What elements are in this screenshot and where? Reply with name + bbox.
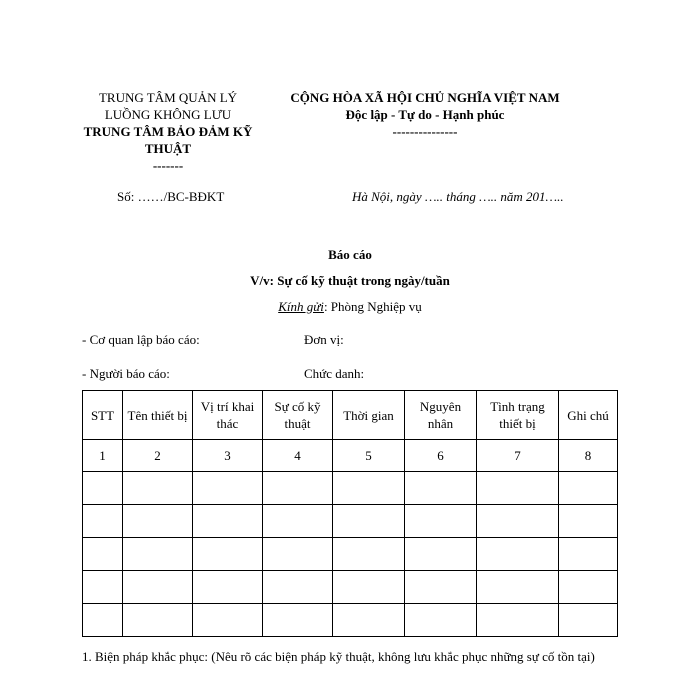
table-cell: [83, 571, 123, 604]
org-line-3: TRUNG TÂM BẢO ĐẢM KỸ: [83, 124, 253, 139]
col-number: 7: [477, 440, 559, 472]
table-cell: [123, 538, 193, 571]
motto-separator: ---------------: [392, 124, 458, 139]
issuing-organization: [78, 89, 258, 174]
col-header-status: Tình trạng thiết bị: [477, 391, 559, 440]
table-cell: [559, 505, 618, 538]
col-header-stt: STT: [83, 391, 123, 440]
table-cell: [405, 505, 477, 538]
col-number: 1: [83, 440, 123, 472]
table-cell: [477, 472, 559, 505]
col-number: 2: [123, 440, 193, 472]
table-cell: [333, 505, 405, 538]
table-cell: [477, 538, 559, 571]
col-number: 5: [333, 440, 405, 472]
national-header: [270, 89, 580, 140]
document-subject: V/v: Sự cố kỹ thuật trong ngày/tuần: [250, 273, 450, 288]
col-number: 8: [559, 440, 618, 472]
table-cell: [333, 472, 405, 505]
col-header-cause: Nguyên nhân: [405, 391, 477, 440]
table-cell: [405, 472, 477, 505]
table-cell: [477, 505, 559, 538]
national-motto: Độc lập - Tự do - Hạnh phúc: [345, 107, 505, 122]
table-number-row: [83, 440, 618, 472]
col-header-incident: Sự cố kỹ thuật: [263, 391, 333, 440]
org-line-2: LUỒNG KHÔNG LƯU: [104, 107, 232, 122]
table-cell: [559, 538, 618, 571]
col-number: 3: [193, 440, 263, 472]
unit-field: Đơn vị:: [304, 332, 344, 347]
table-cell: [193, 505, 263, 538]
org-line-4: THUẬT: [144, 141, 192, 156]
table-cell: [83, 604, 123, 637]
recipient-label: Kính gửi: [278, 299, 324, 314]
table-cell: [405, 604, 477, 637]
table-cell: [83, 505, 123, 538]
table-cell: [123, 472, 193, 505]
col-number: 4: [263, 440, 333, 472]
table-cell: [559, 604, 618, 637]
table-cell: [83, 472, 123, 505]
table-cell: [83, 538, 123, 571]
recipient-value: : Phòng Nghiệp vụ: [323, 299, 422, 314]
agency-field: - Cơ quan lập báo cáo:: [82, 332, 200, 347]
table-cell: [123, 505, 193, 538]
document-number: Số: ……/BC-BĐKT: [117, 189, 225, 204]
table-row: [83, 538, 618, 571]
table-cell: [263, 571, 333, 604]
position-field: Chức danh:: [304, 366, 365, 381]
table-cell: [477, 604, 559, 637]
table-cell: [263, 604, 333, 637]
org-separator: -------: [152, 158, 184, 173]
table-row: [83, 571, 618, 604]
table-cell: [559, 571, 618, 604]
table-cell: [477, 571, 559, 604]
table-cell: [123, 571, 193, 604]
table-row: [83, 604, 618, 637]
table-cell: [559, 472, 618, 505]
table-row: [83, 472, 618, 505]
col-header-time: Thời gian: [333, 391, 405, 440]
table-cell: [405, 571, 477, 604]
table-cell: [333, 604, 405, 637]
col-header-device: Tên thiết bị: [123, 391, 193, 440]
reporter-field: - Người báo cáo:: [82, 366, 170, 381]
table-cell: [123, 604, 193, 637]
table-cell: [263, 505, 333, 538]
table-cell: [263, 538, 333, 571]
org-line-1: TRUNG TÂM QUẢN LÝ: [98, 90, 238, 105]
table-cell: [193, 604, 263, 637]
col-number: 6: [405, 440, 477, 472]
col-header-location: Vị trí khai thác: [193, 391, 263, 440]
document-title: Báo cáo: [328, 247, 372, 262]
table-header-row: [83, 391, 618, 440]
table-cell: [193, 571, 263, 604]
table-cell: [333, 571, 405, 604]
table-row: [83, 505, 618, 538]
remedial-measures: 1. Biện pháp khắc phục: (Nêu rõ các biện pháp kỹ thuật, không lưu khắc phục những sự cố tồn tại): [82, 649, 595, 664]
table-cell: [193, 472, 263, 505]
table-body: [83, 472, 618, 637]
table-cell: [193, 538, 263, 571]
table-cell: [333, 538, 405, 571]
recipient-line: [0, 299, 700, 315]
nation-title: CỘNG HÒA XÃ HỘI CHỦ NGHĨA VIỆT NAM: [290, 90, 560, 105]
table-cell: [405, 538, 477, 571]
place-and-date: Hà Nội, ngày ….. tháng ….. năm 201…..: [352, 189, 564, 204]
col-header-notes: Ghi chú: [559, 391, 618, 440]
table-cell: [263, 472, 333, 505]
incident-table: [82, 390, 618, 637]
